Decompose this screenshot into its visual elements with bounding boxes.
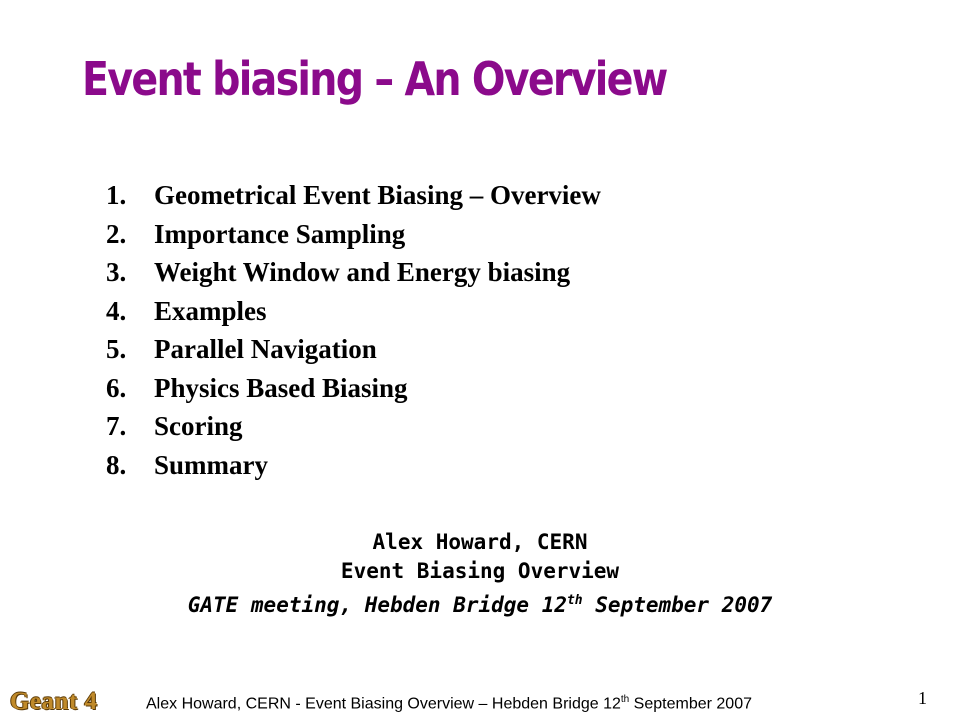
agenda-item — [106, 369, 601, 408]
agenda-item — [106, 215, 601, 254]
agenda-item-number: 8. — [106, 449, 127, 480]
ordinal-suffix: th — [566, 593, 583, 608]
agenda-item-number: 6. — [106, 372, 127, 403]
footer-ordinal-suffix: th — [620, 694, 630, 705]
geant4-logo: Geant 4 — [10, 688, 98, 715]
agenda-item-number: 7. — [106, 411, 127, 441]
agenda-item-text: Parallel Navigation — [154, 334, 377, 364]
agenda-item — [106, 446, 601, 485]
agenda-item-text: Scoring — [154, 411, 243, 441]
talk-title: Event Biasing Overview — [340, 559, 620, 583]
agenda-item-text: Importance Sampling — [154, 218, 406, 249]
agenda-item — [106, 292, 601, 331]
agenda-item-text: Geometrical Event Biasing – Overview — [154, 180, 601, 210]
agenda-item-number: 5. — [106, 334, 127, 364]
page-number: 1 — [918, 688, 927, 708]
agenda-item — [106, 253, 601, 292]
meeting-info-date: September 2007 — [582, 593, 773, 617]
agenda-item-number: 3. — [106, 257, 127, 287]
agenda-item-text: Physics Based Biasing — [154, 372, 408, 403]
meeting-info — [0, 586, 960, 620]
agenda-item-text: Summary — [154, 449, 268, 480]
agenda-item-text: Examples — [154, 295, 267, 326]
agenda-list — [106, 176, 601, 484]
agenda-item — [106, 330, 601, 369]
agenda-item-number: 1. — [106, 180, 127, 210]
author-credit — [0, 528, 960, 620]
agenda-item-number: 4. — [106, 295, 127, 326]
meeting-info-text: GATE meeting, Hebden Bridge 12 — [187, 593, 567, 617]
slide-title: Event biasing – An Overview — [82, 52, 667, 106]
author-name: Alex Howard, CERN — [372, 530, 588, 554]
footer-text-date: September 2007 — [629, 695, 752, 713]
agenda-item-text: Weight Window and Energy biasing — [154, 257, 571, 287]
footer-text — [146, 694, 752, 713]
agenda-item — [106, 407, 601, 446]
footer-text-main: Alex Howard, CERN - Event Biasing Overview – Hebden Bridge 12 — [146, 695, 621, 713]
agenda-item-number: 2. — [106, 218, 127, 249]
agenda-item — [106, 176, 601, 215]
